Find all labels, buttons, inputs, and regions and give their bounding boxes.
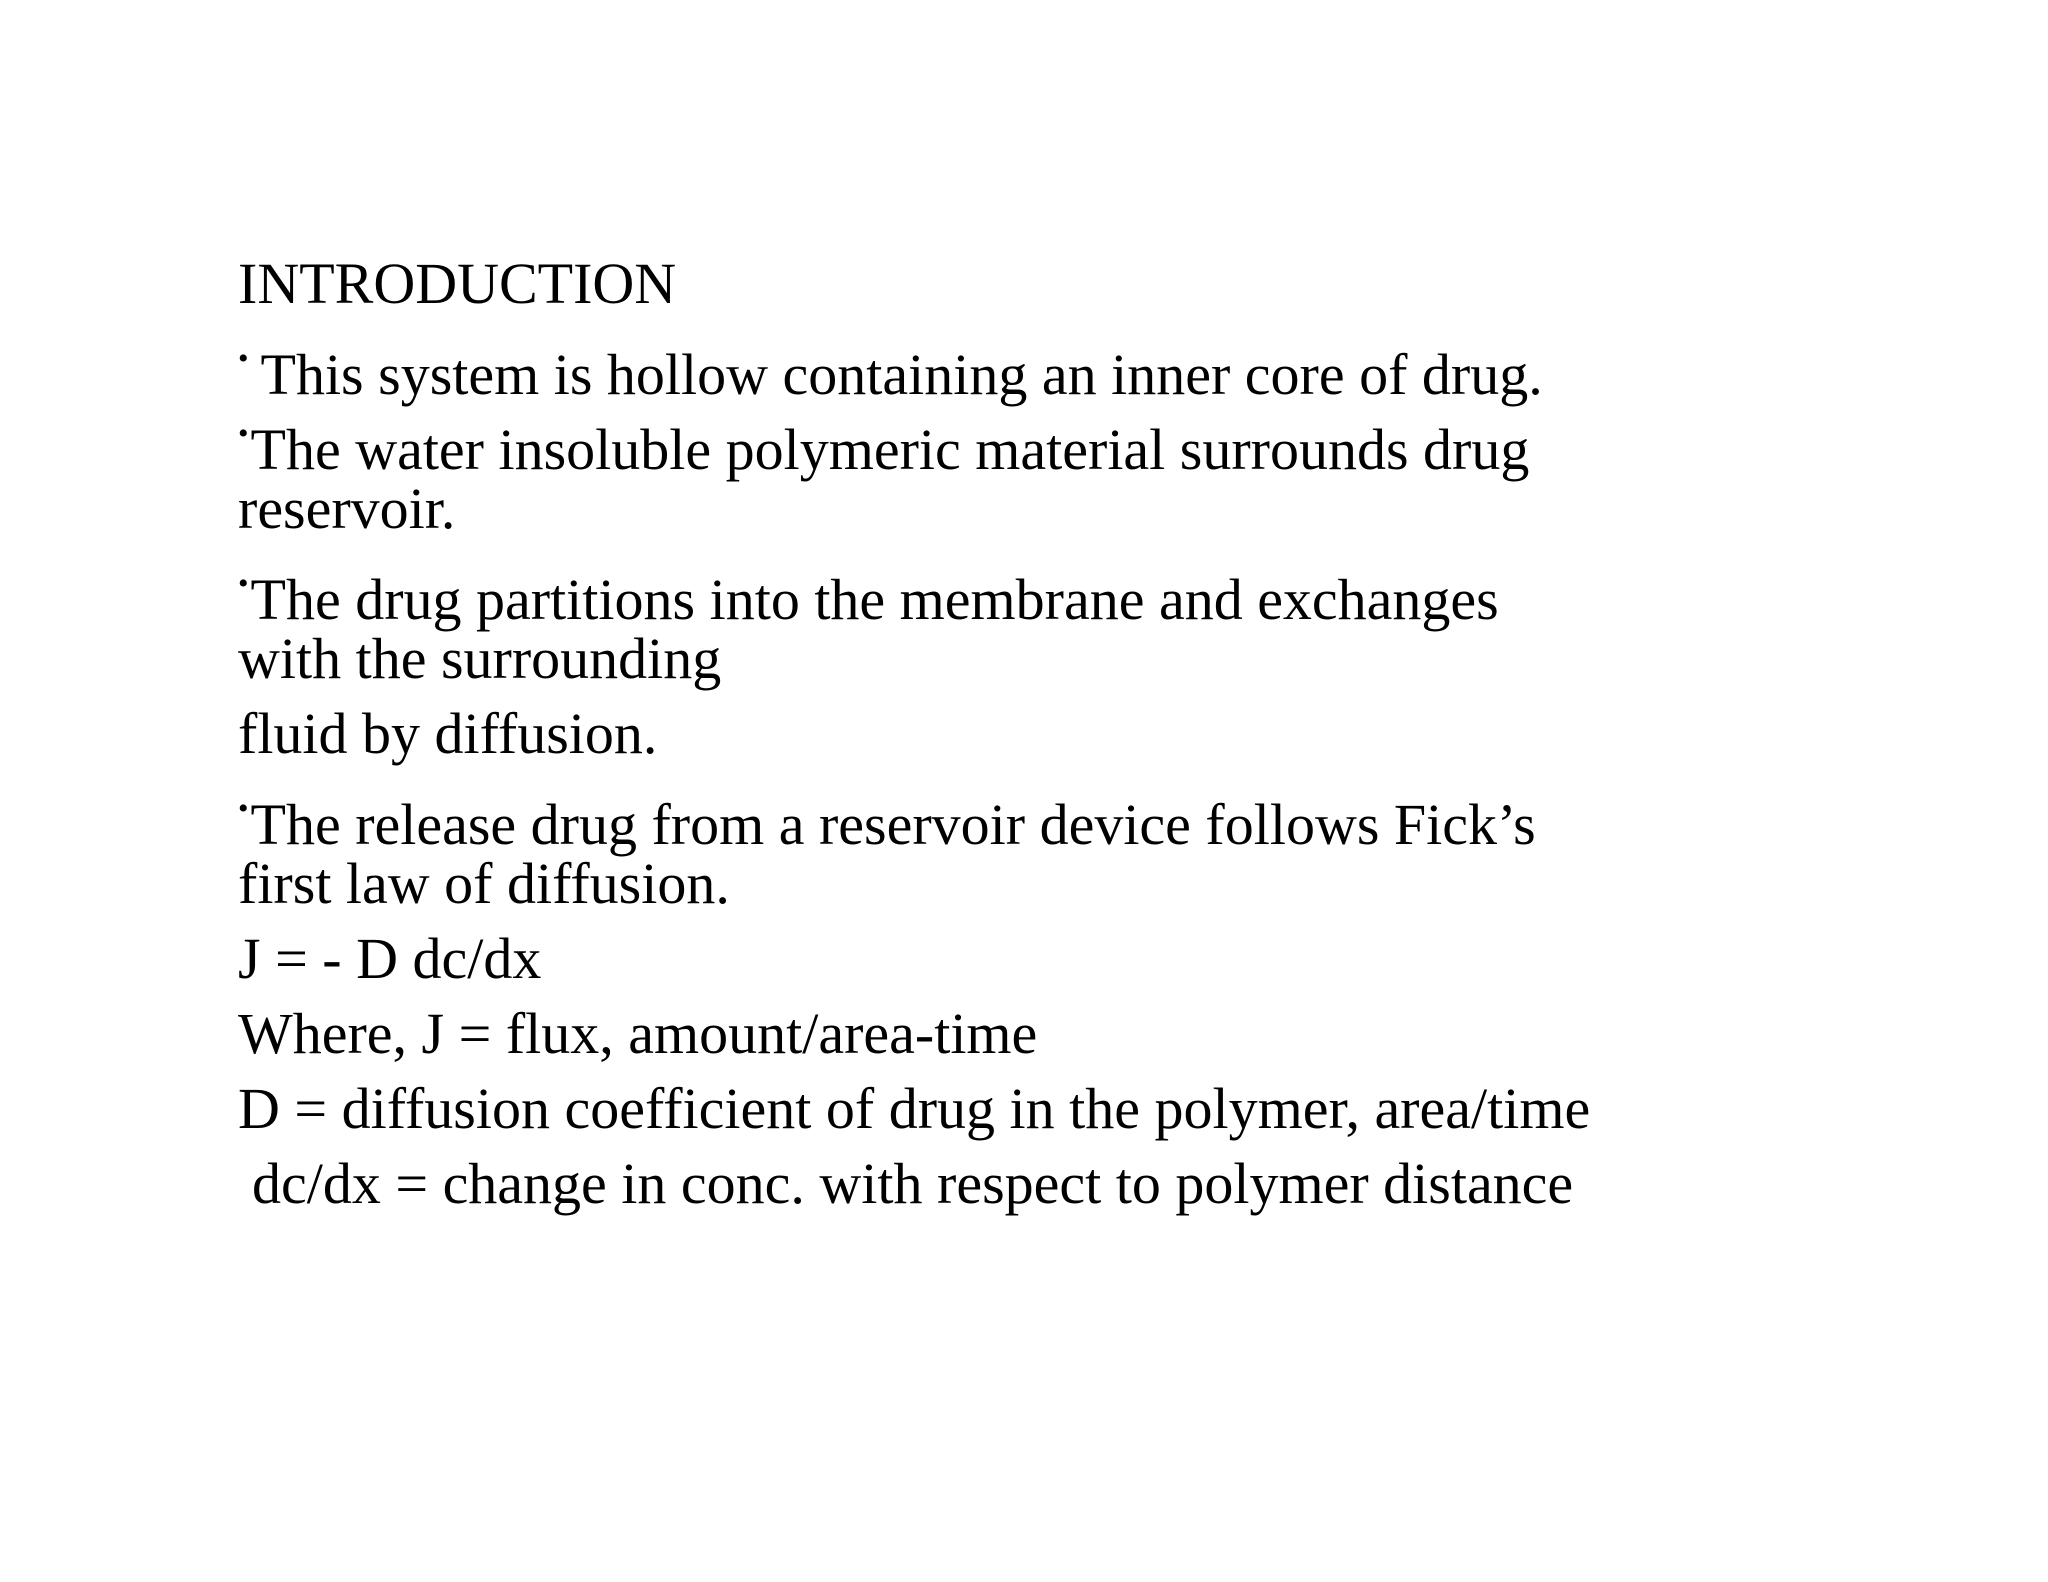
bullet-continuation: reservoir. xyxy=(238,476,456,541)
bullet-icon: • xyxy=(238,567,249,600)
bullet-icon: • xyxy=(238,417,249,450)
bullet-continuation: with the surrounding xyxy=(238,626,722,691)
bullet-text: This system is hollow containing an inner core of drug. xyxy=(260,342,1543,407)
slide-heading: INTRODUCTION xyxy=(238,251,677,316)
definition-flux: Where, J = flux, amount/area-time xyxy=(238,1001,1038,1066)
bullet-item-3 xyxy=(238,546,1798,632)
bullet-item-2 xyxy=(238,396,1798,482)
bullet-text: The release drug from a reservoir device follows Fick’s xyxy=(250,792,1536,857)
definition-diffusion-coefficient: D = diffusion coefficient of drug in the polymer, area/time xyxy=(238,1076,1591,1141)
bullet-item-1 xyxy=(238,321,1798,407)
bullet-text: The water insoluble polymeric material surrounds drug xyxy=(250,417,1530,482)
bullet-continuation: fluid by diffusion. xyxy=(238,701,658,766)
equation: J = - D dc/dx xyxy=(238,926,542,991)
bullet-icon: • xyxy=(238,792,249,825)
slide-content xyxy=(238,246,1798,1221)
bullet-text: The drug partitions into the membrane and exchanges xyxy=(250,567,1499,632)
bullet-continuation: first law of diffusion. xyxy=(238,851,730,916)
definition-concentration-gradient: dc/dx = change in conc. with respect to polymer distance xyxy=(252,1151,1574,1216)
bullet-icon: • xyxy=(238,342,249,375)
bullet-item-4 xyxy=(238,771,1798,857)
